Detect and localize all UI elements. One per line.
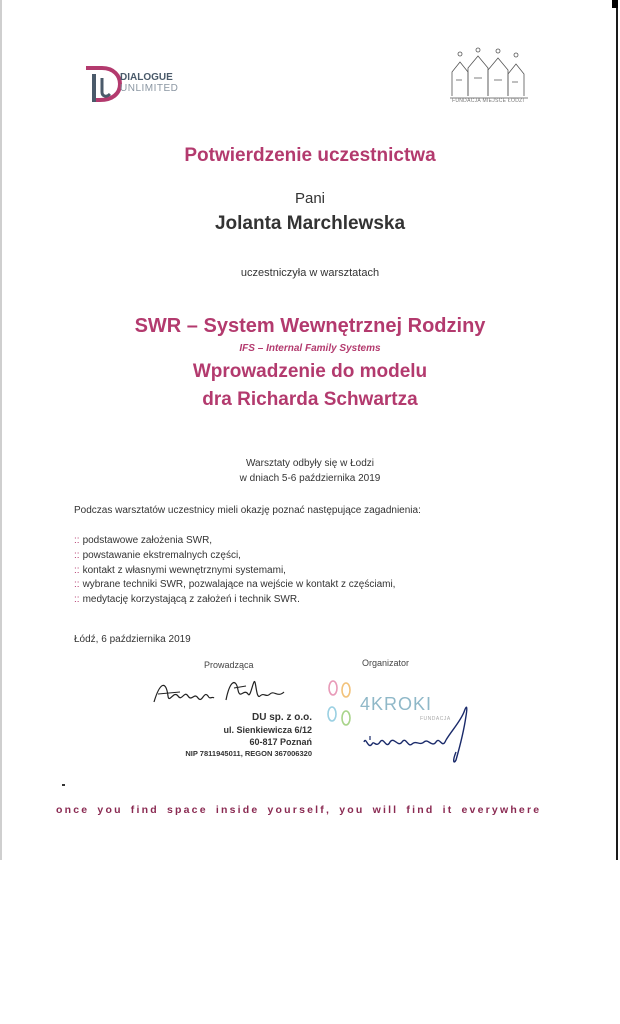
participant-name: Jolanta Marchlewska — [214, 213, 406, 234]
salutation: Pani — [294, 190, 326, 207]
kroki-logo-sub: FUNDACJA — [420, 716, 451, 722]
scan-left-edge — [0, 0, 2, 860]
topics-list — [74, 534, 395, 608]
held-place: Warsztaty odbyły się w Łodzi — [245, 458, 374, 469]
scan-speck — [62, 784, 65, 786]
topic-marker: :: — [74, 535, 80, 546]
topic-marker: :: — [74, 594, 80, 606]
stamp-name: DU sp. z o.o. — [252, 712, 312, 723]
leader-signature-icon — [150, 676, 290, 710]
workshop-subtitle: IFS – Internal Family Systems — [239, 343, 381, 354]
workshop-title: SWR – System Wewnętrznej Rodziny — [134, 315, 486, 337]
scan-corner-mark — [612, 0, 618, 8]
scan-right-edge — [616, 0, 618, 860]
footprints-logo-icon — [324, 678, 358, 734]
topics-intro: Podczas warsztatów uczestnicy mieli okazję poznać następujące zagadnienia: — [74, 505, 421, 516]
foundation-houses-logo-icon — [448, 44, 530, 102]
dialogue-unlimited-logo-text — [120, 72, 178, 94]
leader-label: Prowadząca — [204, 660, 254, 670]
topic-text: wybrane techniki SWR, pozwalające na wejście w kontakt z częściami, — [82, 579, 396, 591]
intro-line-2: dra Richarda Schwartza — [202, 389, 418, 410]
list-item — [74, 593, 395, 608]
topic-marker: :: — [74, 579, 80, 591]
kroki-logo-text: 4KROKI — [360, 694, 433, 714]
stamp-street: ul. Sienkiewicza 6/12 — [223, 725, 312, 735]
topic-text: powstawanie ekstremalnych części, — [82, 549, 241, 561]
list-item — [74, 578, 395, 593]
organizer-label: Organizator — [362, 658, 410, 668]
foundation-logo-text: FUNDACJA MIEJSCE ŁODZI — [452, 98, 525, 104]
logo-line-1: DIALOGUE — [120, 72, 173, 83]
list-item — [74, 549, 395, 564]
organizer-signature-icon — [360, 700, 480, 766]
certificate-title: Potwierdzenie uczestnictwa — [184, 145, 436, 166]
held-dates: w dniach 5-6 października 2019 — [239, 473, 381, 484]
stamp-city: 60-817 Poznań — [249, 737, 312, 747]
topic-text: medytację korzystającą z założeń i technik SWR. — [82, 594, 300, 606]
stamp-ids: NIP 7811945011, REGON 367006320 — [185, 749, 312, 758]
list-item — [74, 534, 395, 549]
issue-place-date: Łódź, 6 października 2019 — [74, 634, 191, 645]
topic-marker: :: — [74, 564, 80, 576]
participation-line: uczestniczyła w warsztatach — [240, 267, 380, 279]
footer-motto: once you find space inside yourself, you will find it everywhere — [56, 804, 542, 816]
company-stamp — [150, 711, 312, 759]
topic-marker: :: — [74, 549, 80, 561]
logo-line-2: UNLIMITED — [120, 83, 179, 94]
intro-line-1: Wprowadzenie do modelu — [192, 361, 428, 382]
topic-text: kontakt z własnymi wewnętrznymi systemami, — [82, 564, 286, 576]
topic-text: podstawowe założenia SWR, — [82, 535, 213, 546]
list-item — [74, 564, 395, 579]
